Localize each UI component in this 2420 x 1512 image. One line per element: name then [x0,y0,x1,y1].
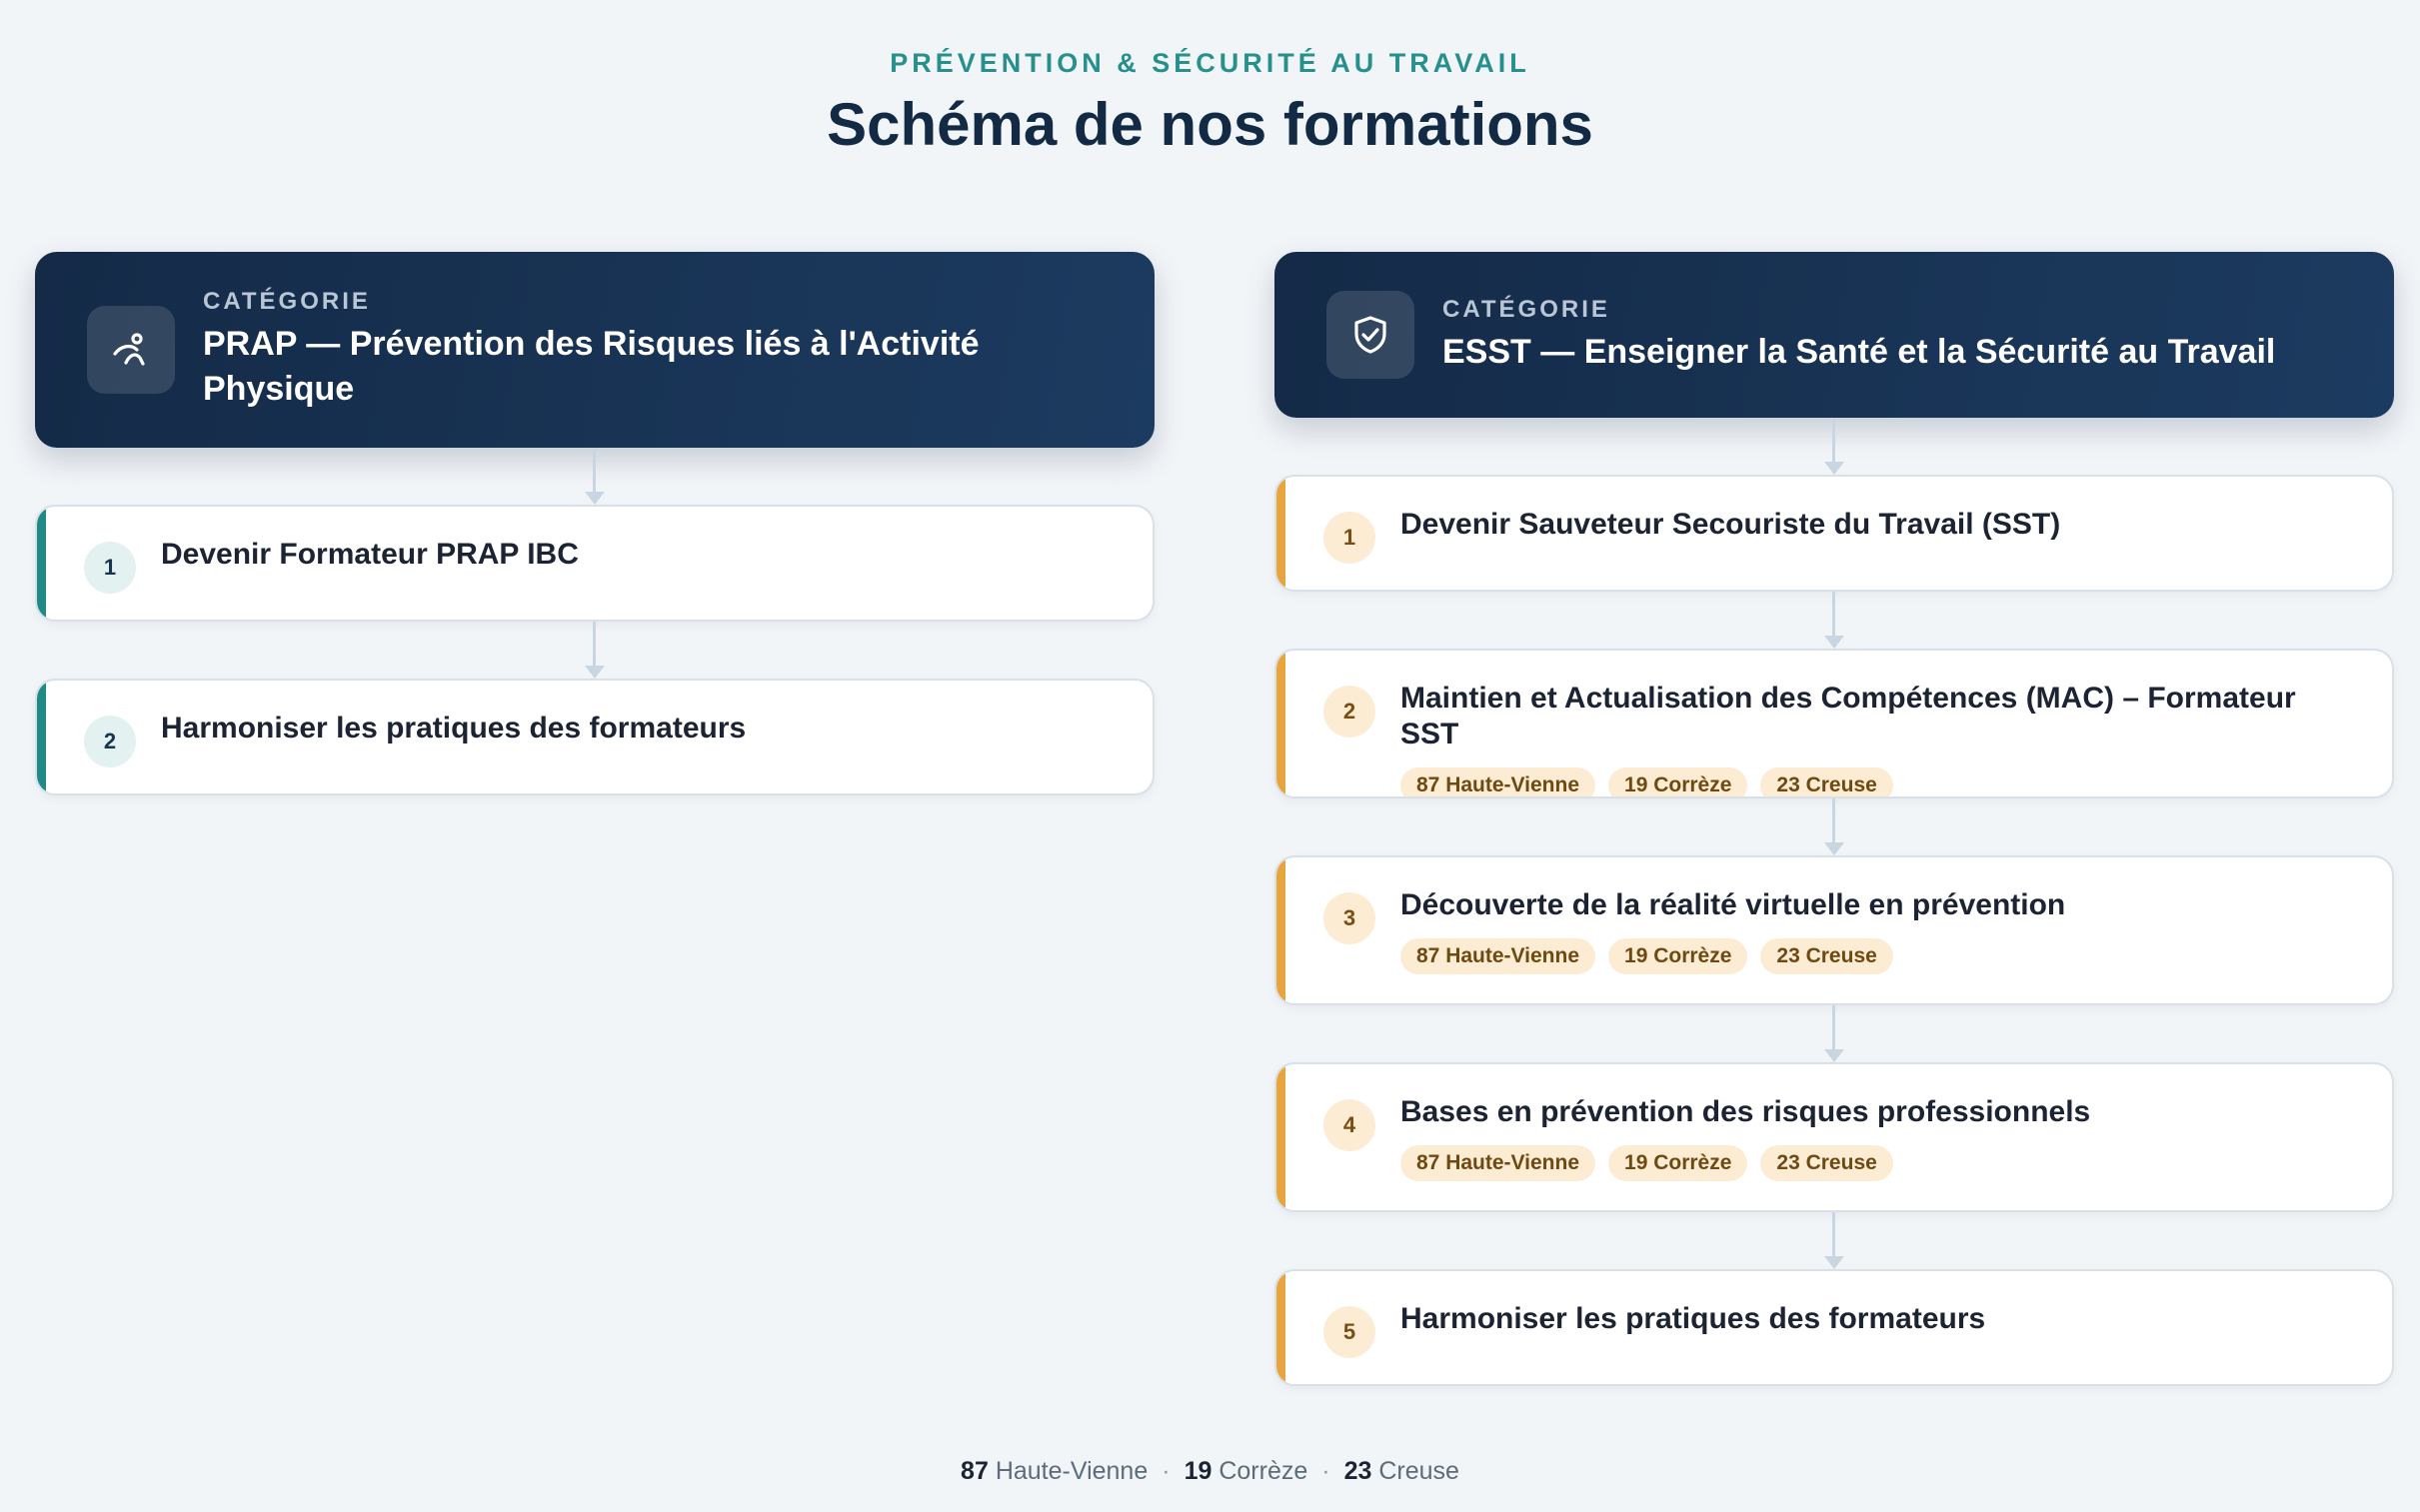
department-legend [0,1457,2420,1486]
department-name: Creuse [1378,1457,1459,1485]
prap-column [35,252,1155,795]
department-tag: 87 Haute-Vienne [1400,767,1595,798]
department-tag: 19 Corrèze [1608,767,1747,798]
flow-arrow [1274,592,2394,649]
department-tag: 19 Corrèze [1608,938,1747,974]
formation-step[interactable] [1274,855,2394,1005]
department-tag: 23 Creuse [1760,938,1892,974]
department-code: 19 [1184,1457,1212,1485]
category-name: PRAP — Prévention des Risques liés à l'Activité Physique [203,325,980,408]
formation-step[interactable] [1274,1269,2394,1386]
flow-arrow [1274,798,2394,855]
department-tag: 87 Haute-Vienne [1400,1145,1595,1181]
department-tag: 19 Corrèze [1608,1145,1747,1181]
category-label: CATÉGORIE [1442,295,1610,323]
category-card-esst [1274,252,2394,418]
department-tag: 23 Creuse [1760,767,1892,798]
step-title: Harmoniser les pratiques des formateurs [1400,1302,1986,1335]
category-name: ESST — Enseigner la Santé et la Sécurité au Travail [1442,332,2276,371]
flow-arrow [35,448,1155,505]
step-number: 1 [1323,512,1375,564]
step-title: Harmoniser les pratiques des formateurs [161,712,747,745]
category-label: CATÉGORIE [203,288,371,315]
flow-arrow [1274,1212,2394,1269]
separator-dot: · [1321,1457,1330,1485]
formation-step[interactable] [1274,475,2394,592]
department-code: 23 [1343,1457,1372,1485]
department-code: 87 [961,1457,989,1485]
department-tags [1400,1145,2362,1181]
formation-step[interactable] [1274,649,2394,798]
flow-arrow [35,622,1155,679]
formation-step[interactable] [35,679,1155,795]
category-card-prap [35,252,1155,448]
step-number: 2 [84,716,136,767]
esst-column [1274,252,2394,1386]
department-tags [1400,767,2362,798]
step-number: 4 [1323,1099,1375,1151]
department-tag: 23 Creuse [1760,1145,1892,1181]
step-number: 5 [1323,1306,1375,1358]
department-tags [1400,938,2362,974]
formation-step[interactable] [35,505,1155,622]
page-title: Schéma de nos formations [827,91,1593,158]
step-title: Bases en prévention des risques professionnels [1400,1095,2091,1128]
step-number: 1 [84,542,136,594]
step-number: 3 [1323,892,1375,944]
person-lifting-icon [87,306,175,394]
formation-step[interactable] [1274,1062,2394,1212]
department-name: Haute-Vienne [995,1457,1149,1485]
separator-dot: · [1162,1457,1171,1485]
step-title: Devenir Formateur PRAP IBC [161,538,579,571]
shield-check-icon [1326,291,1414,379]
step-number: 2 [1323,686,1375,738]
step-title: Maintien et Actualisation des Compétences (MAC) – Formateur SST [1400,682,2296,751]
department-tag: 87 Haute-Vienne [1400,938,1595,974]
department-name: Corrèze [1218,1457,1308,1485]
flow-arrow [1274,418,2394,475]
step-title: Découverte de la réalité virtuelle en prévention [1400,888,2066,921]
step-title: Devenir Sauveteur Secouriste du Travail (SST) [1400,508,2061,541]
flow-arrow [1274,1005,2394,1062]
page-eyebrow: PRÉVENTION & SÉCURITÉ AU TRAVAIL [890,48,1530,78]
